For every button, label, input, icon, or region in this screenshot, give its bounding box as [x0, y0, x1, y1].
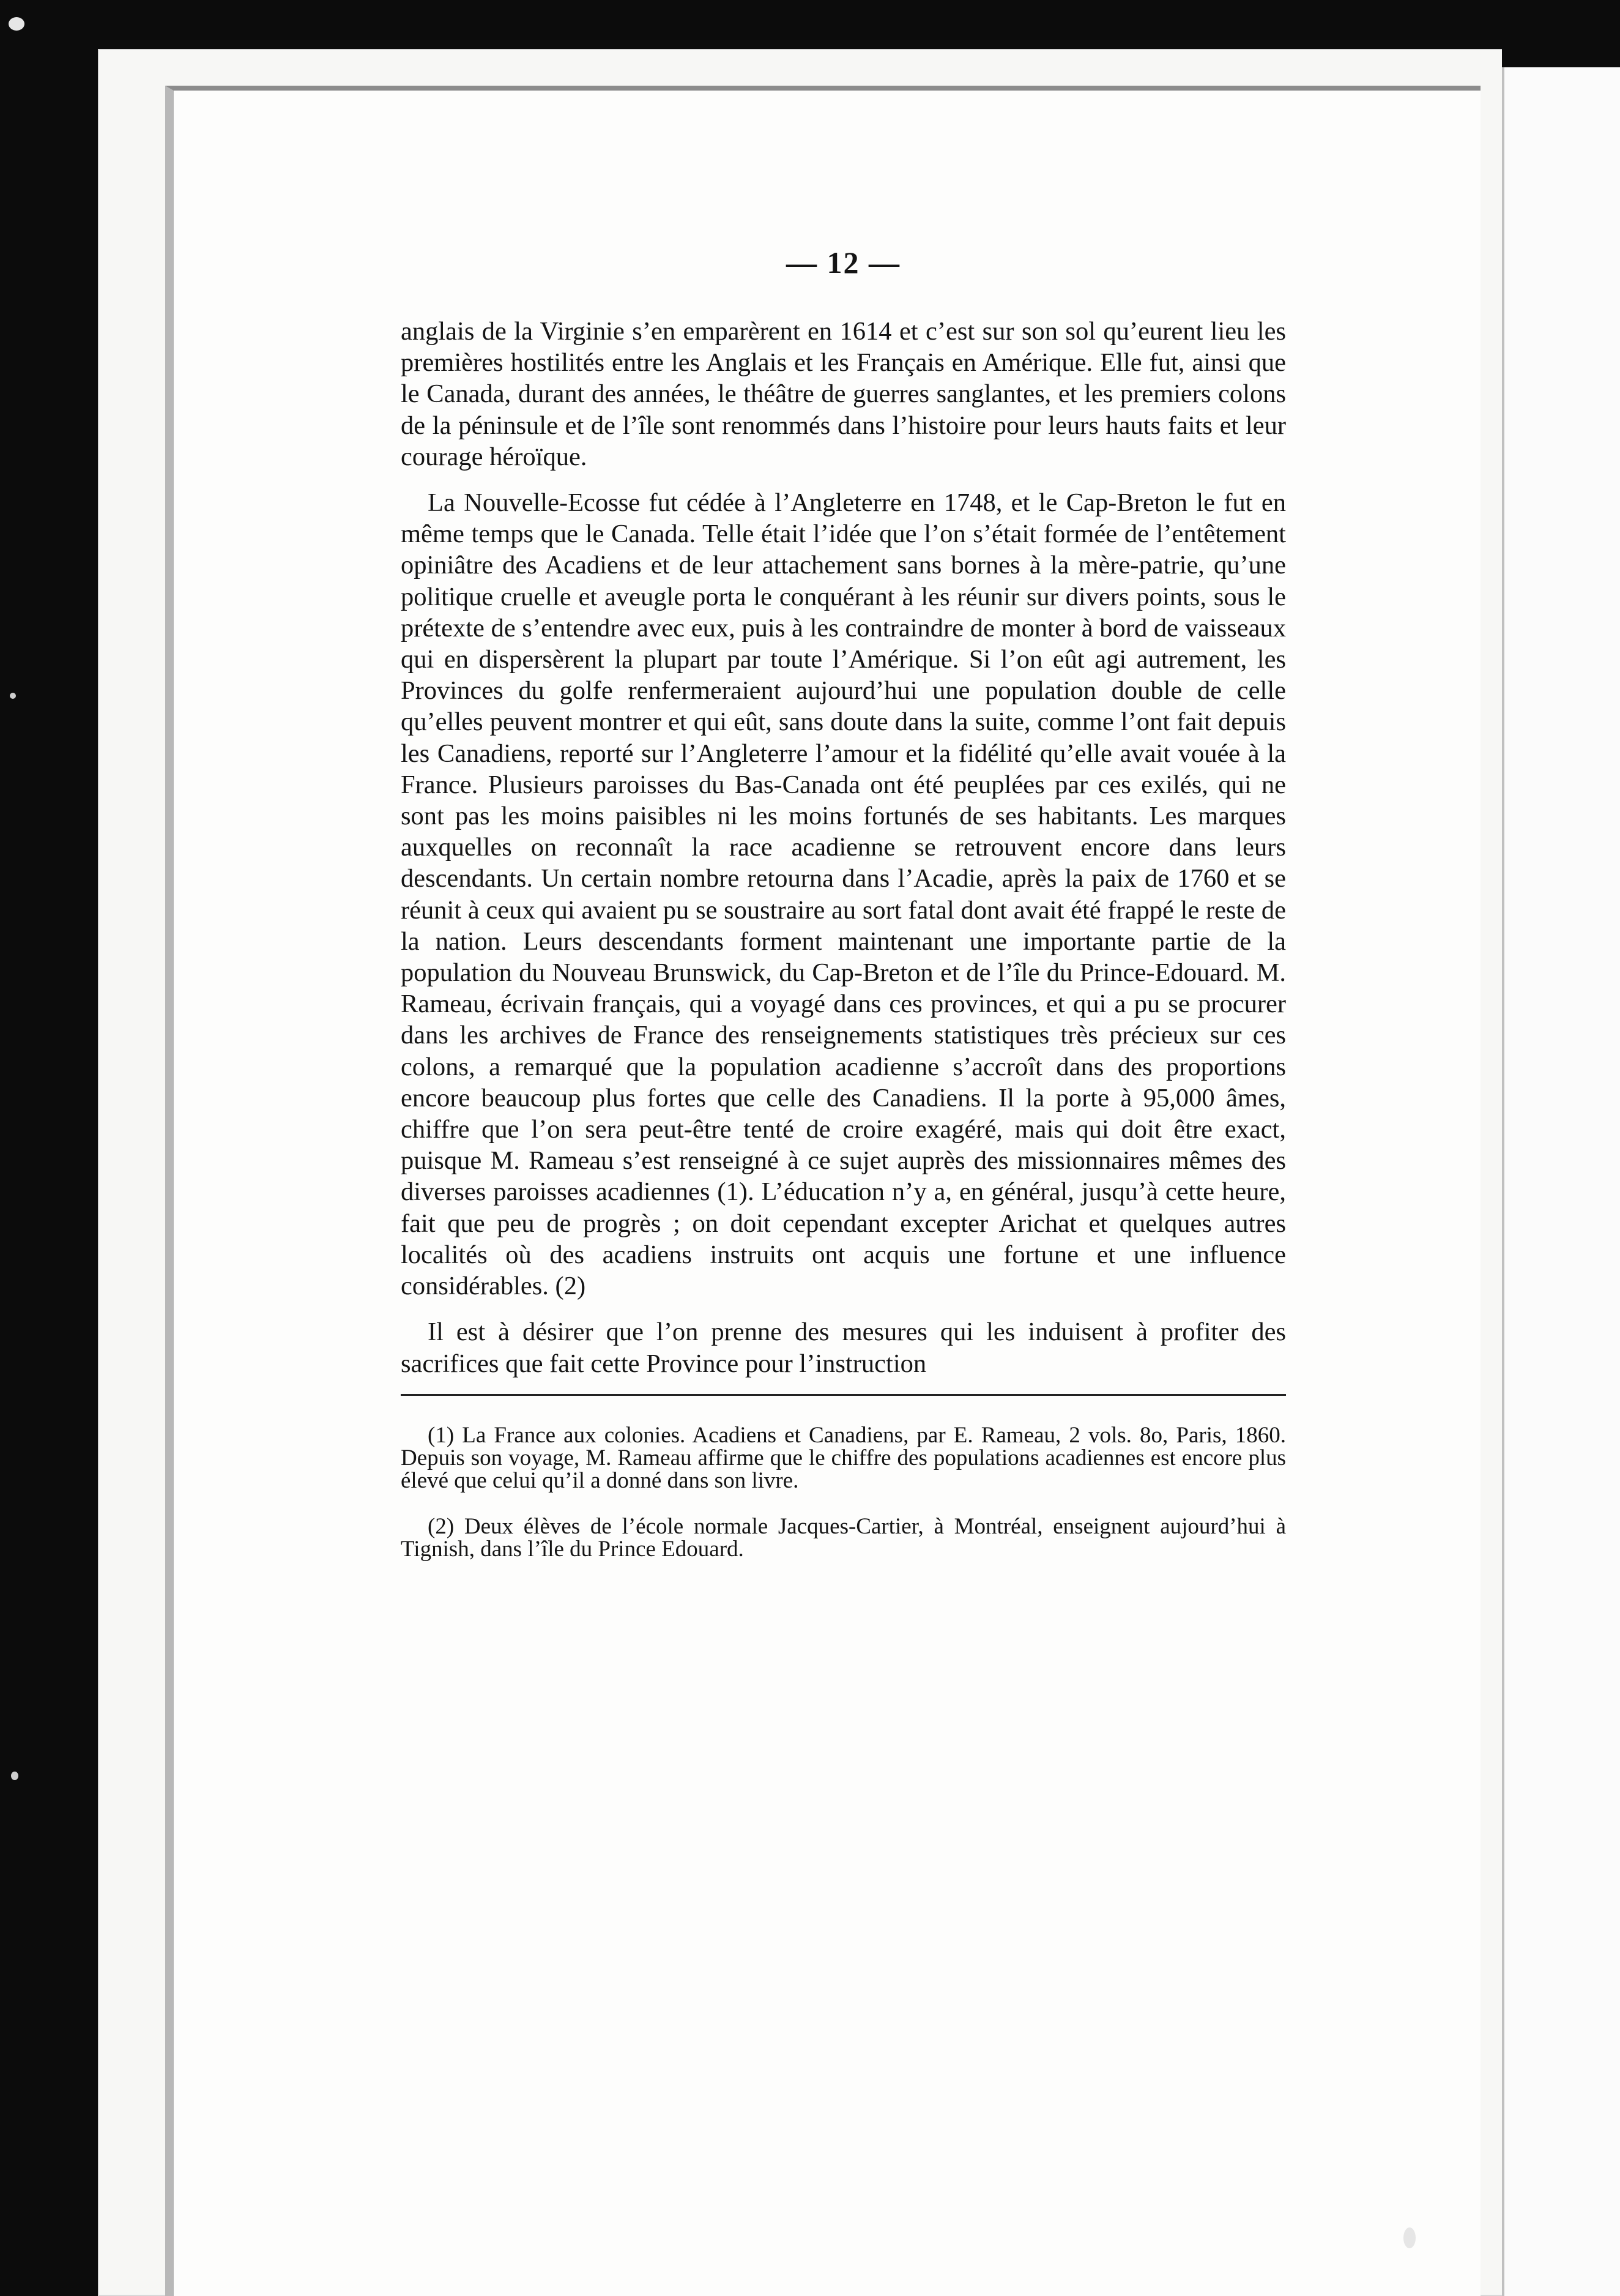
page-content: [401, 245, 1286, 1584]
footnote-1: (1) La France aux colonies. Acadiens et Canadiens, par E. Rameau, 2 vols. 8o, Paris, 1860. Depuis son voyage, M. Rameau affirme que le chiffre des populations acadiennes est encore plus élevé que celui qu’il a donné dans son livre.: [401, 1422, 1286, 1493]
footnotes: [401, 1424, 1286, 1560]
paragraph-nouvelle-ecosse: La Nouvelle-Ecosse fut cédée à l’Angleterre en 1748, et le Cap-Breton le fut en même temps que le Canada. Telle était l’idée que l’on s’était formée de l’entêtement opiniâtre des Acadiens et de leur attachement sans bornes à la mère-patrie, qu’une politique cruelle et aveugle porta le conquérant à les réunir sur divers points, sous le prétexte de s’entendre avec eux, puis à les contraindre de monter à bord de vaisseaux qui en dispersèrent la plupart par toute l’Amérique. Si l’on eût agi autrement, les Provinces du golfe renfermeraient aujourd’hui une population double de celle qu’elles peuvent montrer et qui eût, sans doute dans la suite, comme l’ont fait depuis les Canadiens, reporté sur l’Angleterre l’amour et la fidélité qu’elle avait vouée à la France. Plusieurs paroisses du Bas-Canada ont été peuplées par ces exilés, qui ne sont pas les moins paisibles ni les moins fortunés de ses habitants. Les marques auxquelles on reconnaît la race acadienne se retrouvent encore dans leurs descendants. Un certain nombre retourna dans l’Acadie, après la paix de 1760 et se réunit à ceux qui avaient pu se soustraire au sort fatal dont avait été frappé le reste de la nation. Leurs descendants forment maintenant une importante partie de la population du Nouveau Brunswick, du Cap-Breton et de l’île du Prince-Edouard. M. Rameau, écrivain français, qui a voyagé dans ces provinces, et qui a pu se procurer dans les archives de France des renseignements statistiques très précieux sur ces colons, a remarqué que la population acadienne s’accroît dans des proportions encore beaucoup plus fortes que celle des Canadiens. Il la porte à 95,000 âmes, chiffre que l’on sera peut-être tenté de croire exagéré, mais qui doit être exact, puisque M. Rameau s’est renseigné à ce sujet auprès des missionnaires mêmes des diverses paroisses acadiennes (1). L’éducation n’y a, en général, jusqu’à cette heure, fait que peu de progrès ; on doit cependant excepter Arichat et quelques autres localités où des acadiens instruits ont acquis une fortune et une influence considérables. (2): [401, 488, 1286, 1301]
footnote-2: (2) Deux élèves de l’école normale Jacques-Cartier, à Montréal, enseignent aujourd’hui à Tignish, dans l’île du Prince Edouard.: [401, 1513, 1286, 1562]
footnote-divider: [401, 1394, 1286, 1396]
body-text: [401, 316, 1286, 1379]
scan-speck: [9, 17, 24, 31]
facing-page-edge: [1502, 0, 1620, 2296]
scan-speck: [1403, 2227, 1416, 2248]
paragraph-instruction: Il est à désirer que l’on prenne des mesures qui les induisent à profiter des sacrifices que fait cette Province pour l’instruction: [401, 1318, 1286, 1378]
scan-speck: [11, 1772, 18, 1780]
scan-speck: [10, 693, 16, 699]
paragraph-continuation: anglais de la Virginie s’en emparèrent en 1614 et c’est sur son sol qu’eurent lieu les premières hostilités entre les Anglais et les Français en Amérique. Elle fut, ainsi que le Canada, durant des années, le théâtre de guerres sanglantes, et les premiers colons de la péninsule et de l’île sont renommés dans l’histoire pour leurs hauts faits et leur courage héroïque.: [401, 317, 1286, 471]
page-number: — 12 —: [786, 245, 901, 280]
